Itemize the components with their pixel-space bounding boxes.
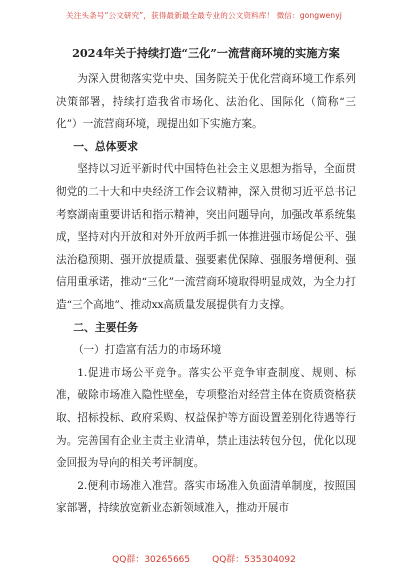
banner-text: 关注头条号“公文研究”，获得最新最全最专业的公文资料库！ 微信：gongwenyj	[66, 10, 342, 20]
top-banner	[0, 0, 408, 30]
subsection-1-heading: （一）打造富有活力的市场环境	[72, 344, 222, 357]
document-page	[56, 44, 356, 520]
item-2-paragraph: 2.便利市场准入准营。落实市场准入负面清单制度，按照国家部署，持续放宽新业态新领域准入，推动开展市	[56, 479, 356, 515]
intro-paragraph: 为深入贯彻落实党中央、国务院关于优化营商环境工作系列决策部署，持续打造我省市场化、法治化、国际化（简称“三化”）一流营商环境，现提出如下实施方案。	[56, 73, 356, 131]
section-1-body: 坚持以习近平新时代中国特色社会主义思想为指导，全面贯彻党的二十大和中央经济工作会议精神，深入贯彻习近平总书记考察湖南重要讲话和指示精神，突出问题导向，加强改革系统集成，坚持对内开放和对外开放两手抓一体推进强市场促公平、强法治稳预期、强开放提质量、强要素优保障、强服务增便利、强信用重承诺，推动“三化”一流营商环境取得明显成效，为全力打造“三个高地”、推动xx高质量发展提供有力支撑。	[56, 163, 356, 311]
section-2-heading: 二、主要任务	[73, 320, 139, 334]
footer	[0, 548, 408, 568]
section-1-heading: 一、总体要求	[73, 139, 139, 153]
document-title: 2024年关于持续打造“三化”一流营商环境的实施方案	[72, 46, 340, 60]
item-1-paragraph: 1.促进市场公平竞争。落实公平竞争审查制度、规则、标准，破除市场准入隐性壁垒，专项整治对经营主体在资质资格获取、招标投标、政府采购、权益保护等方面设置差别化待遇等行为。完善国有企业主责主业清单，禁止违法转包分包，优化以现金回报为导向的相关考评制度。	[56, 366, 356, 470]
footer-qq-group-2: QQ群：535304092	[212, 554, 296, 565]
footer-qq-group-1: QQ群：30265665	[112, 554, 191, 565]
